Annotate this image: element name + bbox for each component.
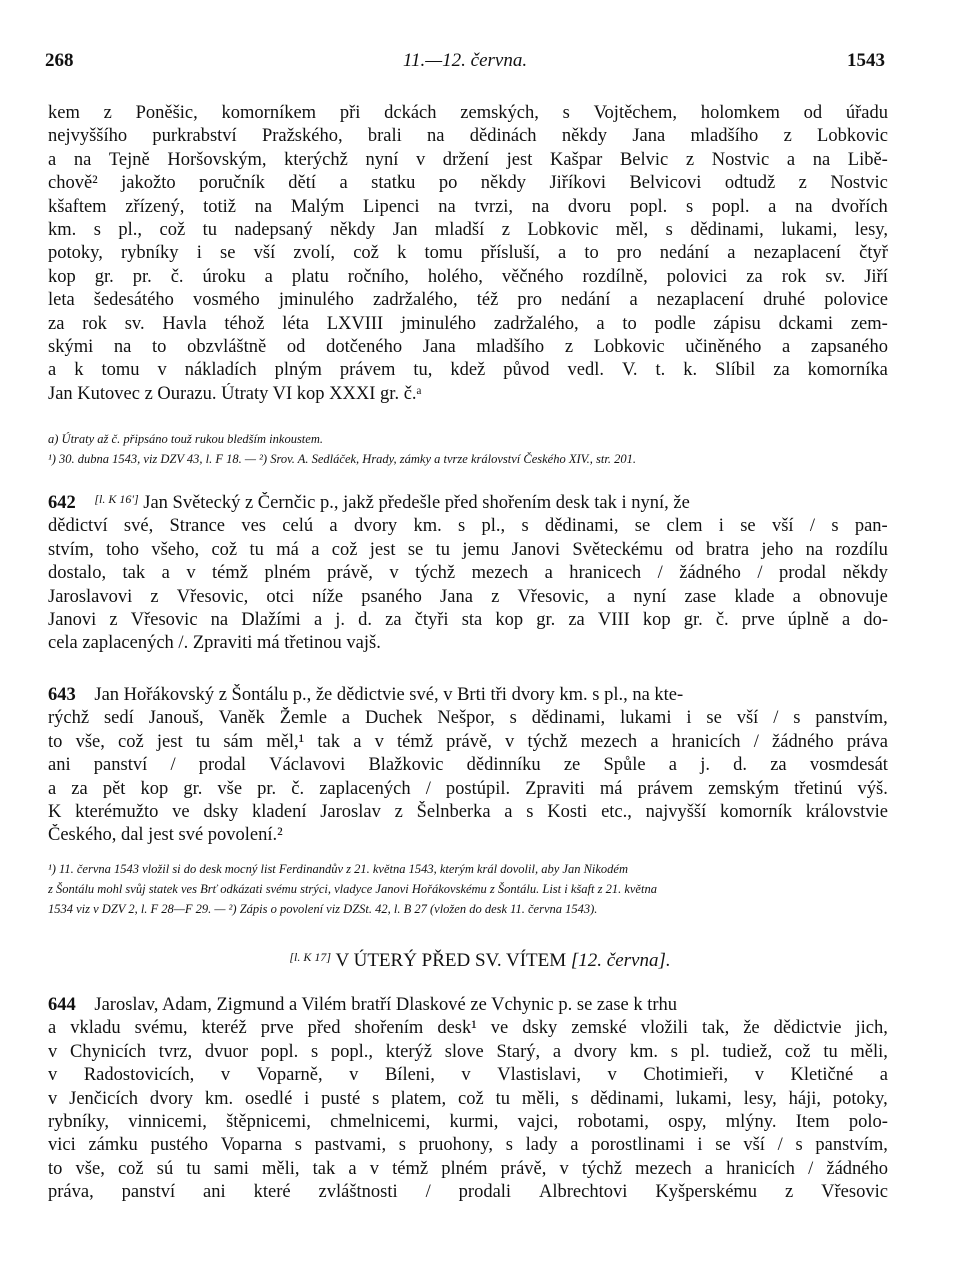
- text-line: Janovi z Vřesovic na Dlažími a j. d. za čtyři sta kop gr. za VIII kop gr. č. prve úplně a do-: [48, 610, 888, 631]
- text-line: nejvyššího purkrabství Pražského, brali na dědinách někdy Jana mladšího z Lobkovic: [48, 126, 888, 147]
- entry-number: 644: [48, 995, 76, 1015]
- text-line: rybníky, vinnicemi, štěpnicemi, chmelnicemi, kurmi, vajci, robotami, ospy, mlýny. Item polo-: [48, 1112, 888, 1133]
- entry-642: [48, 492, 888, 656]
- text-line: Jan Hořákovský z Šontálu p., že dědictvie své, v Brti tři dvory km. s pl., na kte-: [94, 685, 684, 705]
- folio-sidenote: [l. K 16']: [94, 492, 139, 506]
- text-line: práva, panství ani které zvláštnosti / prodali Albrechtovi Kyšperskému z Vřesovic: [48, 1182, 888, 1203]
- text-line: cela zaplacených /. Zpraviti má třetinou vajš.: [48, 633, 381, 654]
- text-line: skými na to obzvláštně od dotčeného Jana mladšího z Lobkovic učiněného a zapsaného: [48, 337, 888, 358]
- text-line: dostalo, tak a v témž plném právě, v týchž mezech a hranicech / žádného / prodal někdy: [48, 563, 888, 584]
- text-line: km. s pl., což tu nadepsaný někdy Jan mladší z Lobkovic měl, s dědinami, lukami, lesy,: [48, 220, 888, 241]
- text-line: K kterémužto ve dsky kladení Jaroslav z Šelnberka a s Kosti etc., najvyšší komorník královstvie: [48, 802, 888, 823]
- entry-number: 642: [48, 493, 76, 513]
- footnote-643-1: ¹) 11. června 1543 vložil si do desk mocný list Ferdinandův z 21. května 1543, kterým král dovolil, aby Jan Nikodém: [48, 862, 629, 876]
- year-number: 1543: [847, 50, 885, 71]
- text-line: a k tomu v nákladích plným právem tu, kdež původ vedl. V. t. k. Slíbil za komorníka: [48, 360, 888, 381]
- footnote-643-2: z Šontálu mohl svůj statek ves Brť odkázati svému strýci, vladyce Janovi Hořákovskému z Šontálu. List i kšaft z 21. května: [48, 882, 657, 896]
- text-line: chově² jakožto poručník dětí a statku po někdy Jiříkovi Belvicovi odtudž z Nostvic: [48, 173, 888, 194]
- page-header: [45, 50, 885, 76]
- text-line: a vkladu svému, kteréž prve před shořením desk¹ ve dsky zemské vložili tak, že dědictvie jich,: [48, 1018, 888, 1039]
- page-number: 268: [45, 50, 74, 71]
- folio-sidenote: [l. K 17]: [289, 950, 332, 964]
- text-line: to vše, což sú tu sami měli, tak a v témž plném právě, v týchž mezech a hranicích / žádného: [48, 1158, 888, 1179]
- text-line: rýchž sedí Janouš, Vaněk Žemle a Duchek Nešpor, s dědinami, lukami i se vší / s panstvím,: [48, 708, 888, 729]
- text-line: to vše, což jest tu sám měl,¹ tak a v témž právě, v týchž mezech a hranicích / žádného práva: [48, 731, 888, 752]
- text-line: dědictví své, Strance ves celú a dvory km. s pl., s dědinami, se clem i se vší / s pan-: [48, 516, 888, 537]
- footnote-a: a) Útraty až č. připsáno touž rukou bledším inkoustem.: [48, 432, 323, 446]
- text-line: Jaroslav, Adam, Zigmund a Vilém bratří Dlaskové ze Vchynic p. se zase k trhu: [94, 995, 678, 1015]
- text-line: Jaroslavovi z Vřesovic, otci níže psaného Jana z Vřesovic, a nyní zase klade a obnovuje: [48, 586, 888, 607]
- text-line: leta šedesátého vosmého jminulého zadržalého, též pro nedání a nezaplacení druhé polovice: [48, 290, 888, 311]
- entry-644: [48, 994, 888, 1205]
- text-line: a za pět kop gr. vše pr. č. zaplacených / postúpil. Zpraviti má právem zemským třetinú výš.: [48, 778, 888, 799]
- text-line: potoky, rybníky i se vší zvolí, což k tomu přísluší, a to pro nedání a nezaplacení čtyř: [48, 243, 888, 264]
- text-line: vici zámku pustého Voparna s pastvami, s pruohony, s lady a porostlinami i se vší / s panstvím,: [48, 1135, 888, 1156]
- entry-643: [48, 684, 888, 848]
- heading-date: [12. června].: [570, 950, 671, 971]
- intro-paragraph: [48, 102, 888, 406]
- text-line: v Chynicích tvrz, dvuor popl. s popl., kterýž slove Starý, a dvory km. s pl. tudiež, což tu měli,: [48, 1041, 888, 1062]
- text-line: kop gr. pr. č. úroku a platu ročního, holého, věčného rozdílně, polovici za rok sv. Jiří: [48, 266, 888, 287]
- footnote-643-3: 1534 viz v DZV 2, l. F 28—F 29. — ²) Zápis o povolení viz DZSt. 42, l. B 27 (vložen do desk 11. června 1543).: [48, 902, 598, 916]
- text-line: stvím, toho všeho, což tu má a což jest se tu jemu Janovi Světeckému od bratra jeho na rozdílu: [48, 539, 888, 560]
- text-line: Jan Kutovec z Ourazu. Útraty VI kop XXXI gr. č.ᵃ: [48, 383, 422, 404]
- text-line: v Jenčicích dvory km. osedlé i pusté s platem, což tu měli, s dědinami, lukami, lesy, háji, potoky,: [48, 1088, 888, 1109]
- entry-number: 643: [48, 685, 76, 705]
- running-date: 11.—12. června.: [402, 50, 528, 71]
- text-line: a na Tejně Horšovským, kterýchž nyní v držení jest Kašpar Belvic z Nostvic a na Libě-: [48, 149, 888, 170]
- footnote-intro: ¹) 30. dubna 1543, viz DZV 43, l. F 18. — ²) Srov. A. Sedláček, Hrady, zámky a tvrze království Českého XIV., str. 201.: [48, 452, 636, 466]
- text-line: v Radostovicích, v Voparně, v Bíleni, v Vlastislavi, v Chotimieři, v Kletičné a: [48, 1065, 888, 1086]
- text-line: ani panství / prodal Václavovi Blažkovic dědinníku ze Spůle a j. d. za vosmdesát: [48, 755, 888, 776]
- text-line: Jan Světecký z Černčic p., jakž předešle před shořením desk tak i nyní, že: [143, 493, 690, 513]
- text-line: kem z Poněšic, komorníkem při dckách zemských, s Vojtěchem, holomkem od úřadu: [48, 103, 888, 123]
- section-heading: [0, 950, 960, 972]
- text-line: Českého, dal jest své povolení.²: [48, 825, 283, 846]
- text-line: kšaftem zřízený, totiž na Malým Lipenci na tvrzi, na dvoru popl. s popl. a na dvořích: [48, 196, 888, 217]
- heading-title: V ÚTERÝ PŘED SV. VÍTEM: [335, 950, 567, 971]
- text-line: za rok sv. Havla téhož léta LXVIII jminulého zadržalého, a to podle zápisu dckami zem-: [48, 313, 888, 334]
